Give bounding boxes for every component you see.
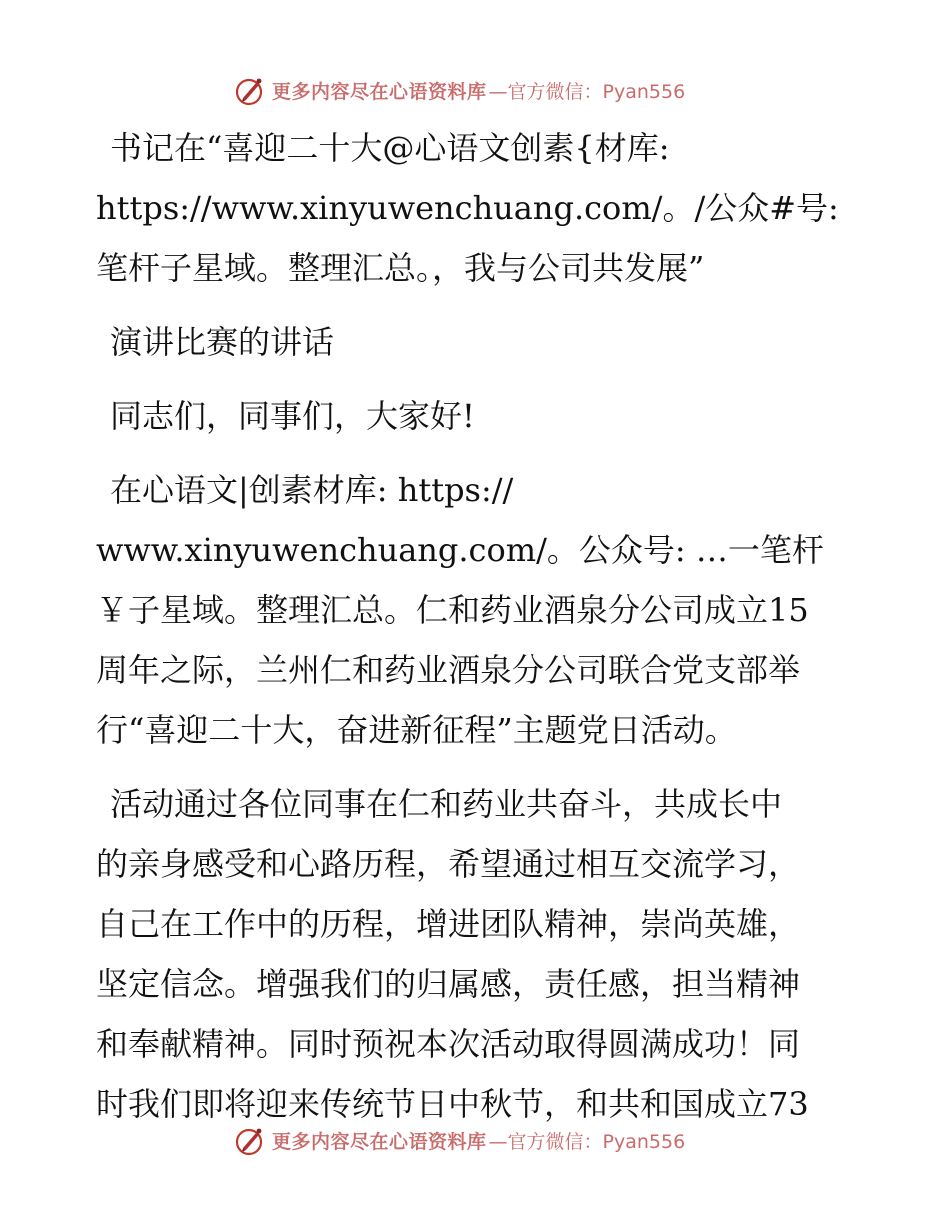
paragraph-title: [96, 118, 866, 298]
text-line: 坚定信念。增强我们的归属感，责任感，担当精神: [96, 965, 801, 1003]
paragraph-greeting: [96, 386, 866, 446]
text-line: 笔杆子星域。整理汇总。，我与公司共发展”: [96, 249, 705, 287]
footer-watermark-banner: [0, 1120, 950, 1160]
text-line: 和奉献精神。同时预祝本次活动取得圆满成功！同: [96, 1025, 801, 1063]
pen-logo-icon: [234, 73, 268, 107]
paragraph-activity: [96, 774, 866, 1134]
text-line: 演讲比赛的讲话: [110, 323, 335, 361]
banner-wechat: —官方微信：Pyan556: [488, 80, 686, 103]
text-line: 书记在“喜迎二十大@心语文创素{材库:: [110, 129, 670, 167]
text-line: 行“喜迎二十大，奋进新征程”主题党日活动。: [96, 711, 737, 749]
paragraph-subtitle: [96, 312, 866, 372]
text-line: https://www.xinyuwenchuang.com/。/公众#号:: [96, 189, 839, 227]
text-line: 的亲身感受和心路历程，希望通过相互交流学习，: [96, 845, 801, 883]
text-line: 周年之际，兰州仁和药业酒泉分公司联合党支部举: [96, 651, 801, 689]
banner-title: 更多内容尽在心语资料库: [272, 80, 487, 103]
document-body: [96, 118, 866, 1134]
text-line: 时我们即将迎来传统节日中秋节，和共和国成立73: [96, 1085, 809, 1123]
text-line: www.xinyuwenchuang.com/。公众号: …一笔杆: [96, 531, 824, 569]
pen-logo-icon: [234, 1123, 268, 1157]
text-line: 在心语文|创素材库: https://: [110, 471, 514, 509]
banner-title: 更多内容尽在心语资料库: [272, 1130, 487, 1153]
text-line: ￥子星域。整理汇总。仁和药业酒泉分公司成立15: [96, 591, 809, 629]
header-watermark-banner: [0, 70, 950, 110]
paragraph-intro: [96, 460, 866, 760]
text-line: 同志们，同事们，大家好!: [110, 397, 475, 435]
banner-wechat: —官方微信：Pyan556: [488, 1130, 686, 1153]
text-line: 活动通过各位同事在仁和药业共奋斗，共成长中: [110, 785, 783, 823]
text-line: 自己在工作中的历程，增进团队精神，崇尚英雄，: [96, 905, 801, 943]
